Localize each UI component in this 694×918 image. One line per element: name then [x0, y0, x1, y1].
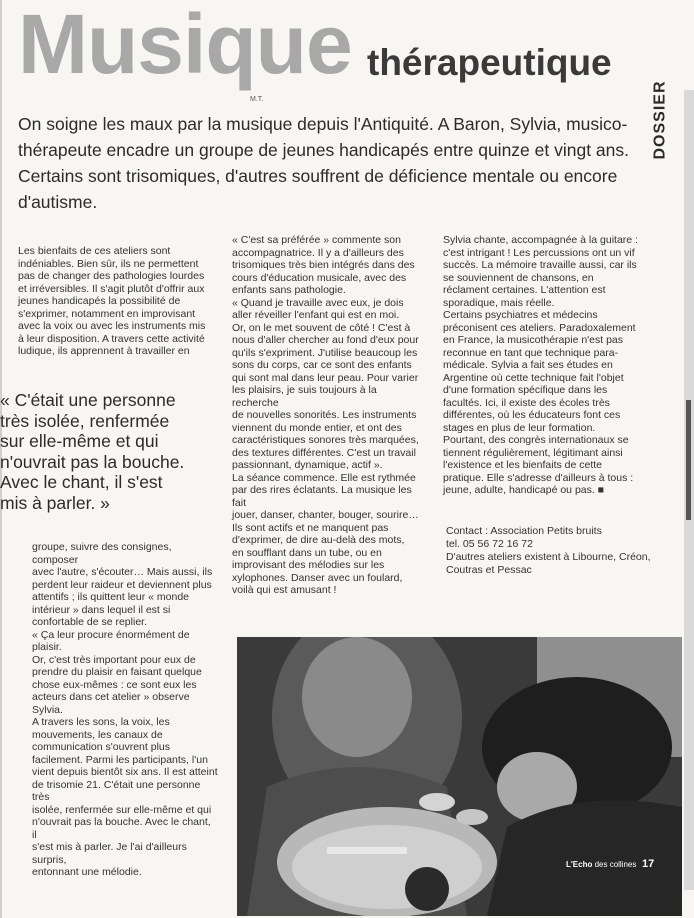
right-edge-strip [684, 90, 694, 890]
contact-other-locations: D'autres ateliers existent à Libourne, Créon, Coutras et Pessac [446, 551, 651, 576]
pull-quote: « C'était une personne très isolée, renfermée sur elle-même et qui n'ouvrait pas la bouche. Avec le chant, il s'est mis à parler. » [0, 390, 185, 513]
body-text: « C'est sa préférée » commente son accompagnatrice. Il y a d'ailleurs des trisomiques très bien intégrés dans des cours d'éducation musicale, avec des enfants sans pathologie. « Quand je travaille avec eux, je dois aller réveiller l'enfant qui est en moi. Or, on le met souvent de côté ! C'est à nous d'aller chercher au fond d'eux pour qu'ils s'expriment. J'utilise beaucoup les sons du corps, car ce sont des enfants qui sont mal dans leur peau. Pour varier les plaisirs, je suis toujours à la recherche de nouvelles sonorités. Les instruments viennent du monde entier, et ont des caractéristiques sonores très marquées, des textures différentes. C'est un travail passionnant, dynamique, actif ». La séance commence. Elle est rythmée par des rires éclatants. La musique les fait jouer, danser, chanter, bouger, sourire… Ils sont actifs et ne manquent pas d'exprimer, de dire au-delà des mots, en soufflant dans un tube, ou en improvisant des mélodies sur les xylophones. Danser avec un foulard, voilà qui est amusant ! [232, 234, 419, 596]
photo-illustration [237, 637, 682, 916]
body-text: groupe, suivre des consignes, composer avec l'autre, s'écouter… Mais aussi, ils perdent leur raideur et deviennent plus attentifs ; ils quittent leur « monde intérieur » dans lequel il est si confortable de se replier. « Ça leur procure énormément de plaisir. Or, c'est très important pour eux de prendre du plaisir en faisant quelque chose eux-mêmes : ce sont eux les acteurs dans cet atelier » observe Sylvia. A travers les sons, la voix, les mouvements, les canaux de communication s'ouvrent plus facilement. Parmi les participants, l'un vient depuis bientôt six ans. Il est atteint de trisomie 21. C'était une personne très isolée, renfermée sur elle-même et qui n'ouvrait pas la bouche. Avec le chant, il s'est mis à parler. Je l'ai d'ailleurs surpris, entonnant une mélodie. [32, 541, 218, 878]
lead-paragraph: On soigne les maux par la musique depuis l'Antiquité. A Baron, Sylvia, musico-thérapeute encadre un groupe de jeunes handicapés entre quinze et vingt ans. Certains sont trisomiques, d'autres souffrent de déficience mentale ou encore d'autisme. [18, 114, 630, 212]
column-1-top [18, 245, 214, 358]
column-1-bottom [32, 541, 218, 879]
publication-name-rest: des collines [592, 860, 637, 869]
section-label [645, 80, 675, 160]
column-3 [443, 234, 655, 497]
body-text: Sylvia chante, accompagnée à la guitare : c'est intrigant ! Les percussions ont un vif succès. La mémoire travaille aussi, car ils se souviennent de chansons, en réclament certaines. L'attention est sporadique, mais réelle. Certains psychiatres et médecins préconisent ces ateliers. Paradoxalement en France, la musicothérapie n'est pas reconnue en tant que technique para- médicale. Sylvia a fait ses études en Argentine où cette technique fait l'objet d'une formation spécifique dans les facultés. Ici, il existe des écoles très différentes, où les éducateurs font ces stages en plus de leur formation. Pourtant, des congrès internationaux se tiennent régulièrement, légitimant ainsi l'existence et les bienfaits de cette pratique. Elle s'adresse d'ailleurs à tous : jeune, adulte, handicapé ou pas. ■ [443, 234, 638, 496]
contact-phone: tel. 05 56 72 16 72 [446, 538, 533, 550]
contact-box [446, 525, 666, 577]
right-edge-mark [686, 400, 691, 520]
article-photo [237, 637, 682, 916]
page-number: 17 [642, 858, 655, 870]
section-label-text: DOSSIER [651, 80, 669, 160]
body-text: Les bienfaits de ces ateliers sont indéniables. Bien sûr, ils ne permettent pas de changer des pathologies lourdes et irréversibles. Il s'agit plutôt d'offrir aux jeunes handicapés la possibilité de s'exprimer, notamment en improvisant avec la voix ou avec les instruments mis à leur disposition. A travers cette activité ludique, ils apprennent à travailler en [18, 245, 206, 357]
article-subtitle: thérapeutique [367, 42, 612, 83]
article-title: Musique [18, 0, 352, 91]
publication-name-bold: L'Echo [566, 860, 593, 869]
author-initials: M.T. [250, 96, 264, 103]
column-2 [232, 234, 424, 597]
publication-name [566, 860, 636, 869]
contact-association: Contact : Association Petits bruits [446, 525, 602, 537]
